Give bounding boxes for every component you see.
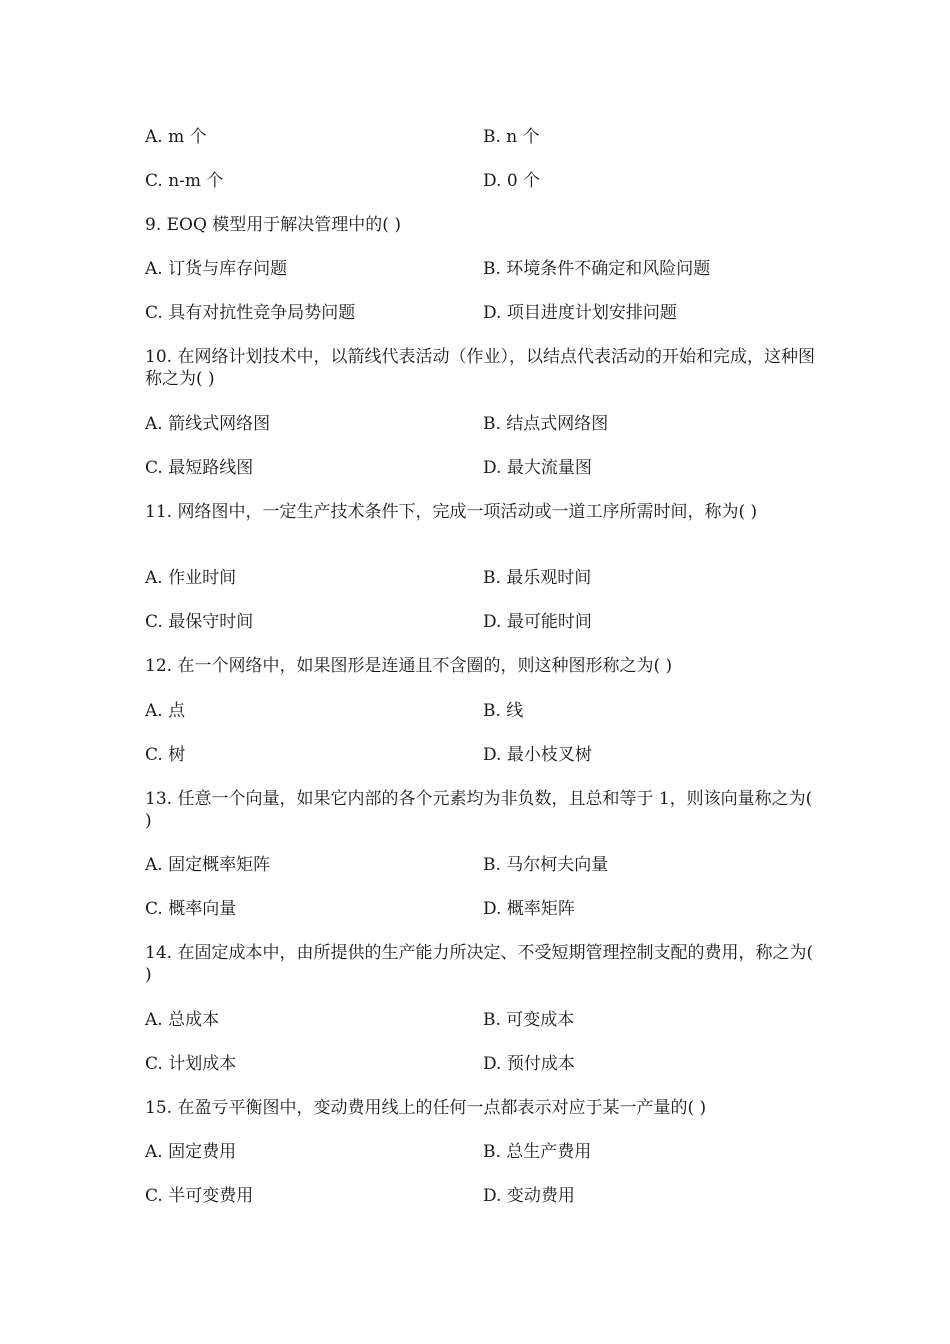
option-a: A. 固定概率矩阵 [145,855,271,875]
option-b: B. 线 [483,701,524,721]
option-c: C. 半可变费用 [145,1186,254,1206]
option-c: C. 概率向量 [145,899,237,919]
option-c: C. 最短路线图 [145,458,254,478]
option-a: A. m 个 [145,127,207,147]
option-row [145,1052,825,1076]
option-a: A. 作业时间 [145,568,237,588]
option-c: C. 计划成本 [145,1054,237,1074]
question-12-stem: 12. 在一个网络中，如果图形是连通且不含圈的，则这种图形称之为( ) [145,656,673,676]
question-14-stem: 14. 在固定成本中，由所提供的生产能力所决定、不受短期管理控制支配的费用，称之为( ) [145,943,814,985]
option-c: C. 树 [145,745,186,765]
option-d: D. 最大流量图 [483,458,592,478]
option-row [145,1140,825,1164]
option-a: A. 订货与库存问题 [145,259,288,279]
option-row [145,456,825,480]
option-row [145,1008,825,1032]
option-row [145,169,825,193]
option-c: C. 具有对抗性竞争局势问题 [145,303,356,323]
option-b: B. n 个 [483,127,540,147]
option-d: D. 项目进度计划安排问题 [483,303,677,323]
option-a: A. 点 [145,701,186,721]
question-11-stem: 11. 网络图中，一定生产技术条件下，完成一项活动或一道工序所需时间，称为( ) [145,502,758,522]
option-d: D. 最小枝叉树 [483,745,592,765]
option-a: A. 箭线式网络图 [145,414,271,434]
option-row [145,743,825,767]
option-a: A. 固定费用 [145,1142,237,1162]
option-b: B. 最乐观时间 [483,568,592,588]
option-row [145,412,825,436]
option-d: D. 最可能时间 [483,612,592,632]
option-d: D. 变动费用 [483,1186,575,1206]
option-b: B. 总生产费用 [483,1142,592,1162]
option-b: B. 可变成本 [483,1010,575,1030]
question-13-stem: 13. 任意一个向量，如果它内部的各个元素均为非负数，且总和等于 1，则该向量称之为( ) [145,789,813,831]
option-row [145,610,825,634]
option-row [145,125,825,149]
option-b: B. 结点式网络图 [483,414,609,434]
option-c: C. n-m 个 [145,171,224,191]
option-d: D. 概率矩阵 [483,899,575,919]
option-row [145,853,825,877]
option-b: B. 环境条件不确定和风险问题 [483,259,711,279]
question-15-stem: 15. 在盈亏平衡图中，变动费用线上的任何一点都表示对应于某一产量的( ) [145,1098,707,1118]
question-10-stem: 10. 在网络计划技术中，以箭线代表活动（作业），以结点代表活动的开始和完成，这种图称之为( ) [145,347,815,389]
question-9-stem: 9. EOQ 模型用于解决管理中的( ) [145,215,401,235]
option-b: B. 马尔柯夫向量 [483,855,609,875]
option-a: A. 总成本 [145,1010,220,1030]
option-row [145,301,825,325]
option-row [145,257,825,281]
option-row [145,699,825,723]
option-row [145,1184,825,1208]
option-row [145,566,825,590]
option-d: D. 预付成本 [483,1054,575,1074]
option-c: C. 最保守时间 [145,612,254,632]
option-row [145,897,825,921]
option-d: D. 0 个 [483,171,541,191]
